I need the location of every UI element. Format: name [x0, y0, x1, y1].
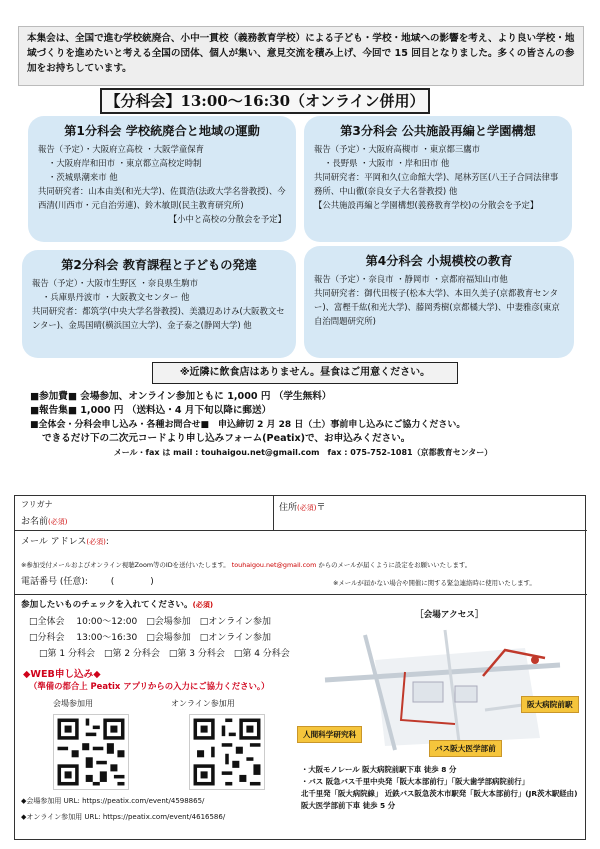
- bunka3-note: 【公共施設再編と学園構想(義務教育学校)の分散会を予定】: [314, 200, 539, 210]
- bunka1-report2: ・大阪府岸和田市 ・東京都立高校定時制: [48, 158, 202, 168]
- name-required: (必須): [48, 518, 68, 526]
- email-note-b: からのメールが届くように設定をお願いいたします。: [318, 561, 472, 569]
- contact-line: メール・fax は mail : touhaigou.net@gmail.com fax : 075-752-1081（京都教育センター）: [113, 448, 493, 457]
- access-line3: 北千里発「阪大病院線」 近鉄バス阪急茨木市駅発「阪大本部前行」(JR茨木駅経由) 阪大医学部前下車 徒歩 5 分: [301, 789, 578, 810]
- bunka1-report3: ・茨城県潮来市 他: [48, 172, 118, 182]
- bunka1-card: [28, 116, 296, 242]
- venue-qr-label: 会場参加用: [53, 699, 93, 708]
- info-block: [30, 390, 576, 460]
- bunka1-report: 報告（予定）・大阪府立高校 ・大阪学童保育: [38, 144, 204, 154]
- online-qr-code[interactable]: [189, 714, 265, 790]
- name-label: お名前: [21, 517, 49, 527]
- lunch-notice: ※近隣に飲食店はありません。昼食はご用意ください。: [152, 362, 458, 384]
- email-required: (必須): [86, 538, 106, 546]
- phone-field[interactable]: [21, 574, 154, 587]
- venue-qr-code[interactable]: [53, 714, 129, 790]
- application-form: [14, 495, 586, 840]
- bunka2-report: 報告（予定）・大阪市生野区 ・奈良県生駒市: [32, 278, 198, 288]
- bunka4-report: 報告（予定）・奈良市 ・静岡市 ・京都府福知山市他: [314, 274, 508, 284]
- apply-line: ■全体会・分科会申し込み・各種お問合せ■ 申込締切 2 月 28 日（土）事前申し込みにご協力ください。: [30, 420, 466, 430]
- access-directions: [301, 764, 583, 812]
- phone-paren: ( ): [110, 577, 154, 587]
- intro-box: [18, 26, 584, 86]
- map-tag-human-science: 人間科学研究科: [297, 726, 362, 743]
- bunka4-researchers: 共同研究者：御代田桜子(松本大学)、本田久美子(京都教育センター)、富樫千紘(和光大学)、藤岡秀樹(京都橘大学)、中妻雅彦(東京自治問題研究所): [314, 288, 560, 326]
- check-required: (必須): [192, 601, 214, 609]
- bunka3-title: 第3分科会 公共施設再編と学園構想: [340, 124, 536, 138]
- email-note: [21, 560, 581, 569]
- session-title: 【分科会】13:00～16:30（オンライン併用）: [100, 88, 430, 114]
- email-note-a: ※参加受付メールおよびオンライン視聴Zoom等のIDを送付いたします。: [21, 561, 230, 569]
- address-label: 住所: [279, 503, 298, 513]
- check-options: [29, 614, 290, 662]
- map-tag-hospital-station: 阪大病院前駅: [521, 696, 579, 713]
- map-tag-medical-bus: バス阪大医学部前: [429, 740, 502, 757]
- bunka1-researchers: 共同研究者：山本由美(和光大学)、佐貫浩(法政大学名誉教授)、今西清(川西市・元自治労連)、鈴木敏則(民主教育研究所): [38, 186, 286, 210]
- option-bunka[interactable]: □分科会 13:00～16:30 □会場参加 □オンライン参加: [29, 633, 271, 643]
- online-url[interactable]: ◆オンライン参加用 URL: https://peatix.com/event/4616586/: [21, 813, 226, 821]
- email-field[interactable]: メール アドレス(必須):: [21, 537, 109, 547]
- phone-note: ※メールが届かない場合や開催に関する緊急連絡時に使用いたします。: [333, 579, 536, 587]
- email-label: メール アドレス: [21, 537, 87, 547]
- bunka2-researchers: 共同研究者：都筑学(中央大学名誉教授)、美濃辺あけみ(大阪教文センター)、金馬国晴(横浜国立大学)、金子泰之(静岡大学) 他: [32, 306, 285, 330]
- bunka4-card: [304, 246, 574, 358]
- check-title: 参加したいものチェックを入れてください。: [21, 600, 193, 610]
- fee-line: ■参加費■ 会場参加、オンライン参加ともに 1,000 円 （学生無料）: [30, 391, 332, 402]
- bunka3-researchers: 共同研究者：平岡和久(立命館大学)、尾林芳匡(八王子合同法律事務所、中山徹(奈良女子大名誉教授) 他: [314, 172, 559, 196]
- access-line1: ・大阪モノレール 阪大病院前駅下車 徒歩 8 分: [301, 765, 457, 774]
- qr-note-line: できるだけ下の二次元コードより申し込みフォーム(Peatix)で、お申込みください。: [42, 433, 411, 444]
- bunka2-card: [22, 250, 296, 358]
- report-fee-line: ■報告集■ 1,000 円 （送料込・4 月下旬以降に郵送）: [30, 405, 272, 416]
- bunka1-note: 【小中と高校の分散会を予定】: [168, 214, 286, 224]
- bunka2-report2: ・兵庫県丹波市 ・大阪教文センター 他: [42, 292, 190, 302]
- bunka3-card: [304, 116, 572, 242]
- access-title: ［会場アクセス］: [415, 610, 484, 620]
- web-title: ◆WEB申し込み◆: [23, 669, 101, 680]
- access-line2: ・バス 阪急バス千里中央発「阪大本部前行」「阪大歯学部病院前行」: [301, 777, 529, 786]
- furigana-label: フリガナ: [21, 500, 53, 509]
- bunka2-title: 第2分科会 教育課程と子どもの発達: [61, 258, 257, 272]
- venue-url[interactable]: ◆会場参加用 URL: https://peatix.com/event/4598865/: [21, 797, 205, 805]
- option-plenary[interactable]: □全体会 10:00～12:00 □会場参加 □オンライン参加: [29, 617, 271, 627]
- bunka4-title: 第4分科会 小規模校の教育: [365, 254, 513, 268]
- check-title-wrap: [21, 598, 213, 610]
- intro-text: 本集会は、全国で進む学校統廃合、小中一貫校（義務教育学校）による子ども・学校・地域への影響を考え、より良い学校・地域づくりを進めたいと考える全国の団体、個人が集い、意見交流を積み上げ、今回で 15 回目となりました。多くの皆さんの参加をお持ちしています。: [27, 33, 575, 74]
- address-required: (必須): [297, 504, 317, 512]
- online-qr-label: オンライン参加用: [171, 699, 235, 708]
- name-field[interactable]: [21, 514, 67, 527]
- bunka3-report: 報告（予定）・大阪府高槻市 ・東京都三鷹市: [314, 144, 480, 154]
- bunka3-report2: ・長野県 ・大阪市 ・岸和田市 他: [324, 158, 450, 168]
- option-bunka-select[interactable]: □第 1 分科会 □第 2 分科会 □第 3 分科会 □第 4 分科会: [39, 649, 290, 659]
- email-note-addr: touhaigou.net@gmail.com: [231, 561, 317, 569]
- phone-label: 電話番号 (任意):: [21, 577, 88, 587]
- address-postal-mark: 〒: [316, 503, 326, 513]
- address-field[interactable]: [279, 500, 326, 513]
- bunka1-title: 第1分科会 学校統廃合と地域の運動: [64, 124, 260, 138]
- web-note: （準備の都合上 Peatix アプリからの入力にご協力ください。）: [29, 681, 270, 691]
